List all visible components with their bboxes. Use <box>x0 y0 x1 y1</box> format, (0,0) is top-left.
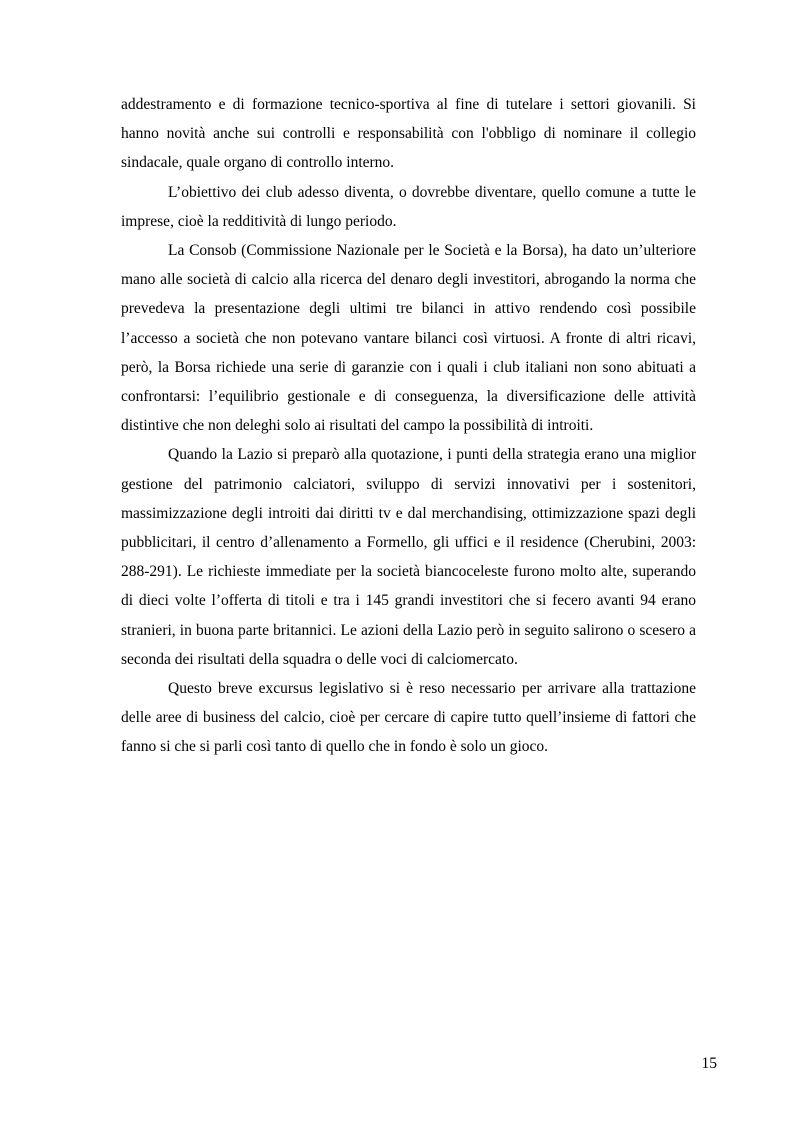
body-text <box>121 90 696 762</box>
page-number: 15 <box>701 1055 717 1072</box>
paragraph-continuation: addestramento e di formazione tecnico-sportiva al fine di tutelare i settori giovanili. Si hanno novità anche sui controlli e responsabilità con l'obbligo di nominare il collegio sindacale, quale organo di controllo interno. <box>121 96 696 172</box>
paragraph-lazio-listing: Quando la Lazio si preparò alla quotazione, i punti della strategia erano una miglior gestione del patrimonio calciatori, sviluppo di servizi innovativi per i sostenitori, massimizzazione degli introiti dai diritti tv e dal merchandising, ottimizzazione spazi degli pubblicitari, il centro d’allenamento a Formello, gli uffici e il residence (Cherubini, 2003: 288-291). Le richieste immediate per la società biancoceleste furono molto alte, superando di dieci volte l’offerta di titoli e tra i 145 grandi investitori che si fecero avanti 94 erano stranieri, in buona parte britannici. Le azioni della Lazio però in seguito salirono o scesero a seconda dei risultati della squadra o delle voci di calciomercato. <box>121 446 696 668</box>
paragraph-consob: La Consob (Commissione Nazionale per le Società e la Borsa), ha dato un’ulteriore mano alle società di calcio alla ricerca del denaro degli investitori, abrogando la norma che prevedeva la presentazione degli ultimi tre bilanci in attivo rendendo così possibile l’accesso a società che non potevano vantare bilanci così virtuosi. A fronte di altri ricavi, però, la Borsa richiede una serie di garanzie con i quali i club italiani non sono abituati a confrontarsi: l’equilibrio gestionale e di conseguenza, la diversificazione delle attività distintive che non deleghi solo ai risultati del campo la possibilità di introiti. <box>121 242 696 435</box>
paragraph-club-objective: L’obiettivo dei club adesso diventa, o dovrebbe diventare, quello comune a tutte le imprese, cioè la redditività di lungo periodo. <box>121 183 696 230</box>
paragraph-legislative-excursus: Questo breve excursus legislativo si è reso necessario per arrivare alla trattazione delle aree di business del calcio, cioè per cercare di capire tutto quell’insieme di fattori che fanno si che si parli così tanto di quello che in fondo è solo un gioco. <box>121 680 696 756</box>
